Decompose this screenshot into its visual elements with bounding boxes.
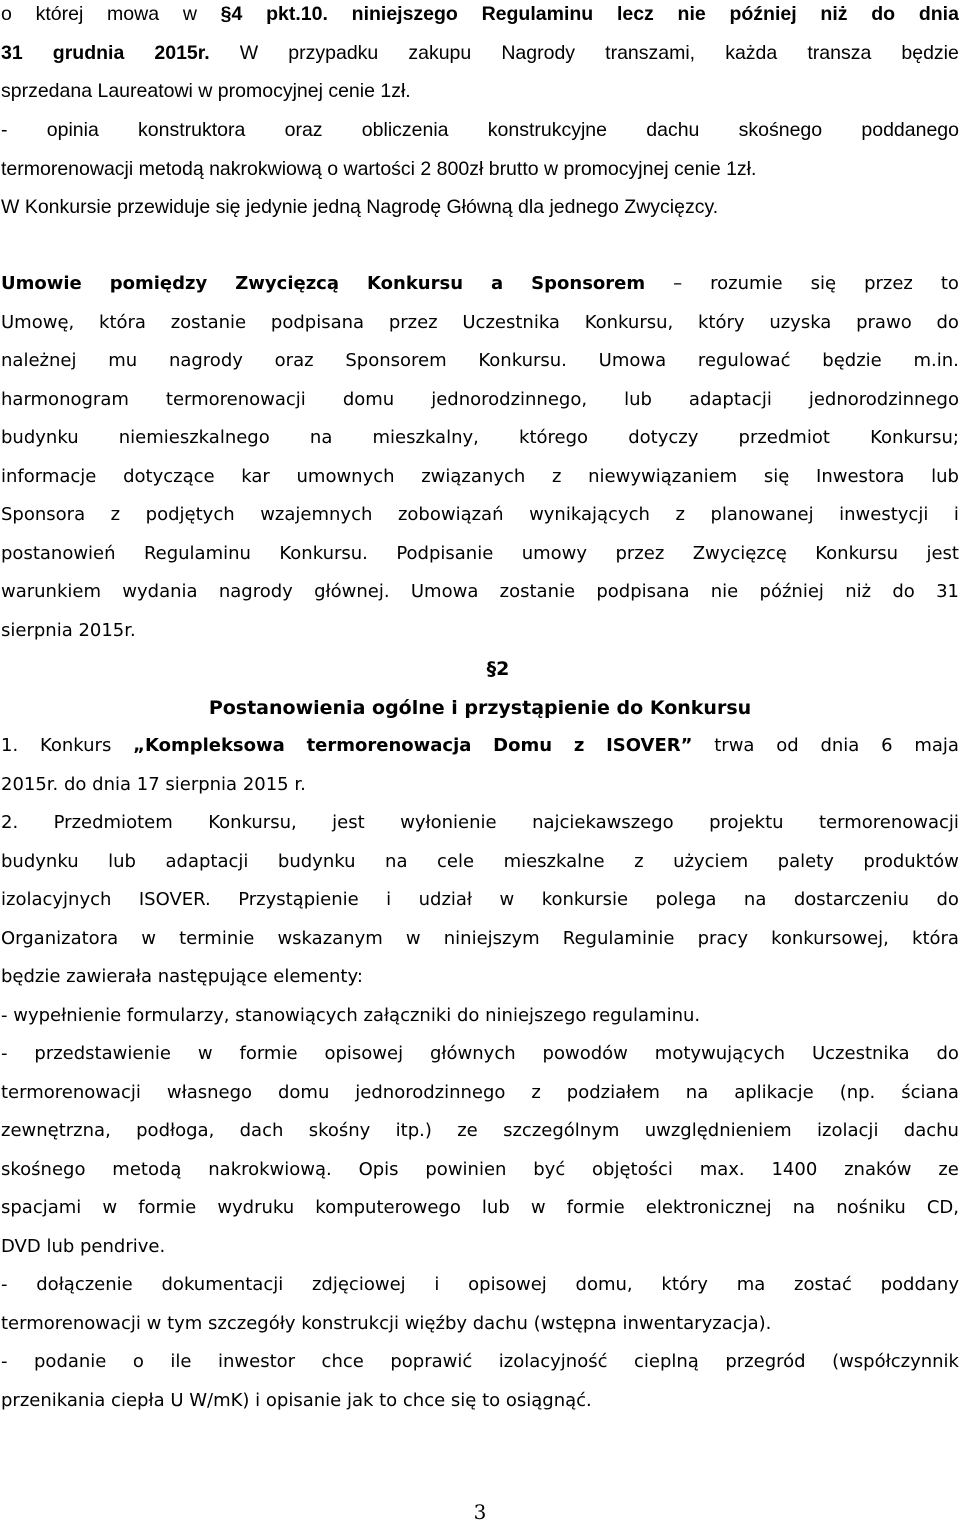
word: jest — [332, 812, 365, 833]
word: polega — [655, 889, 717, 910]
word: należnej — [1, 350, 77, 371]
word: Umowie — [1, 273, 82, 294]
word: maja — [914, 735, 959, 756]
word: spacjami — [1, 1197, 82, 1218]
word: budynku — [277, 851, 356, 872]
word: znaków — [844, 1159, 912, 1180]
text-line — [1, 1042, 959, 1066]
word: izolacyjnych — [1, 889, 112, 910]
word: później — [729, 3, 797, 25]
text-line — [1, 1312, 959, 1336]
word: budynku — [1, 427, 79, 448]
word: się — [763, 466, 790, 487]
word: w — [405, 928, 421, 949]
word: umowy — [521, 543, 588, 564]
word: to — [940, 273, 959, 294]
word: pkt.10. — [266, 3, 328, 25]
text-line — [1, 1235, 959, 1259]
word: Sponsorem — [345, 350, 447, 371]
word: o — [1, 3, 12, 25]
word: aplikacje — [734, 1082, 814, 1103]
word: Podpisanie — [396, 543, 494, 564]
word: termorenowacja — [306, 735, 472, 756]
text-segment: - wypełnienie formularzy, stanowiących załączniki do niniejszego regulaminu. — [1, 1005, 701, 1026]
word: wydruku — [217, 1197, 295, 1218]
word: skośnego — [738, 119, 823, 141]
word: Konkursu; — [870, 427, 959, 448]
word: podłoga, — [136, 1120, 215, 1141]
word: przypadku — [288, 42, 379, 64]
word: produktów — [863, 851, 959, 872]
word: na — [743, 889, 767, 910]
word: podziałem — [566, 1082, 660, 1103]
word: nagrody — [218, 581, 293, 602]
word: cieplną — [634, 1351, 699, 1372]
word: oraz — [274, 350, 314, 371]
word: który — [698, 312, 745, 333]
text-segment: przenikania ciepła U W/mK) i opisanie jak to chce się to osiągnąć. — [1, 1390, 592, 1411]
word: przez — [388, 312, 438, 333]
text-line — [1, 927, 959, 951]
word: formie — [239, 1043, 298, 1064]
word: w — [197, 1043, 213, 1064]
word: poprawić — [390, 1351, 473, 1372]
word: Zwycięzcę — [692, 543, 787, 564]
text-segment: W Konkursie przewiduje się jedynie jedną Nagrodę Główną dla jednego Zwycięzcy. — [1, 196, 719, 218]
text-segment: Postanowienia ogólne i przystąpienie do Konkursu — [208, 697, 752, 719]
text-line — [1, 195, 959, 219]
text-line — [1, 1273, 959, 1297]
word: adaptacji — [165, 851, 249, 872]
word: związanych — [421, 466, 526, 487]
word: Opis — [358, 1159, 399, 1180]
word: konstrukcyjne — [487, 119, 607, 141]
word: m.in. — [913, 350, 959, 371]
word: przez — [615, 543, 665, 564]
word: grudnia — [52, 42, 125, 64]
text-line — [0, 657, 960, 681]
word: niniejszego — [351, 3, 458, 25]
word: Nagrody — [501, 42, 576, 64]
word: będzie — [822, 350, 882, 371]
word: ze — [938, 1159, 959, 1180]
word: - — [1, 1274, 8, 1295]
word: do — [936, 312, 959, 333]
word: konkursie — [541, 889, 629, 910]
text-line — [1, 1389, 959, 1413]
word: nie — [677, 3, 706, 25]
word: przedmiot — [738, 427, 830, 448]
word: dachu — [646, 119, 700, 141]
word: szczególnym — [503, 1120, 620, 1141]
word: w — [141, 928, 156, 949]
text-line — [1, 41, 959, 65]
word: Konkursu — [815, 543, 899, 564]
word: umownych — [296, 466, 395, 487]
word: się — [810, 273, 837, 294]
word: dokumentacji — [161, 1274, 284, 1295]
text-segment: sprzedana Laureatowi w promocyjnej cenie 1zł. — [1, 80, 411, 102]
word: dnia — [820, 735, 860, 756]
word: terminie — [179, 928, 255, 949]
text-line — [1, 965, 959, 989]
text-segment: termorenowacji w tym szczegóły konstrukcji więźby dachu (wstępna inwentaryzacja). — [1, 1313, 772, 1334]
word: chce — [321, 1351, 364, 1372]
word: (współczynnik — [832, 1351, 959, 1372]
word: lub — [624, 389, 652, 410]
word: który — [661, 1274, 708, 1295]
word: objętości — [592, 1159, 673, 1180]
word: inwestor — [217, 1351, 296, 1372]
word: mu — [108, 350, 138, 371]
word: Konkursu, — [208, 812, 297, 833]
word: Konkurs — [39, 735, 112, 756]
word: wskazanym — [277, 928, 383, 949]
text-line — [0, 696, 960, 720]
word: i — [386, 889, 392, 910]
word: opinia — [46, 119, 99, 141]
word: Umowa — [598, 350, 667, 371]
word: informacje — [1, 466, 97, 487]
word: obliczenia — [361, 119, 449, 141]
word: domu — [277, 1082, 330, 1103]
word: adaptacji — [688, 389, 772, 410]
text-line — [1, 465, 959, 489]
word: regulować — [697, 350, 791, 371]
word: i — [434, 1274, 440, 1295]
word: niż — [820, 3, 848, 25]
word: ile — [170, 1351, 192, 1372]
text-line — [1, 79, 959, 103]
word: termorenowacji — [1, 1082, 141, 1103]
page-number: 3 — [473, 1500, 487, 1524]
word: kar — [241, 466, 270, 487]
word: trwa — [714, 735, 755, 756]
word: 1. — [1, 735, 19, 756]
word: na — [792, 1197, 816, 1218]
word: z — [675, 504, 685, 525]
word: ściana — [901, 1082, 959, 1103]
word: ISOVER. — [138, 889, 211, 910]
word: harmonogram — [1, 389, 129, 410]
word: konstruktora — [138, 119, 246, 141]
word: którego — [519, 427, 589, 448]
word: metodą — [112, 1159, 182, 1180]
word: lub — [481, 1197, 510, 1218]
text-line — [1, 2, 959, 26]
word: konkursowej, — [771, 928, 889, 949]
word: do — [892, 581, 915, 602]
text-line — [1, 388, 959, 412]
word: jednorodzinnego — [808, 389, 959, 410]
text-line — [1, 426, 959, 450]
word: w — [102, 1197, 118, 1218]
word: pomiędzy — [109, 273, 208, 294]
word: Regulaminu — [481, 3, 594, 25]
word: Sponsora — [1, 504, 86, 525]
word: 1400 — [771, 1159, 818, 1180]
word: nagrody — [168, 350, 243, 371]
word: wydania — [122, 581, 198, 602]
word: wyłonienie — [400, 812, 497, 833]
word: niewywiązaniem — [588, 466, 738, 487]
word: podpisana — [270, 312, 365, 333]
word: Przedmiotem — [53, 812, 173, 833]
word: Konkursu. — [279, 543, 368, 564]
word: opisowej — [468, 1274, 547, 1295]
word: do — [871, 3, 896, 25]
word: i — [953, 504, 959, 525]
word: poddany — [880, 1274, 959, 1295]
word: 2015r. — [154, 42, 210, 64]
word: Uczestnika — [811, 1043, 910, 1064]
word: niemieszkalnego — [118, 427, 270, 448]
word: od — [776, 735, 799, 756]
text-line — [1, 811, 959, 835]
word: Zwycięzcą — [235, 273, 339, 294]
word: mieszkalny, — [372, 427, 479, 448]
word: ze — [457, 1120, 478, 1141]
word: lub — [108, 851, 136, 872]
word: która — [912, 928, 959, 949]
word: z — [551, 466, 562, 487]
text-line — [1, 1350, 959, 1374]
word: głównej. — [314, 581, 390, 602]
word: Konkursu. — [478, 350, 567, 371]
word: Umowa — [410, 581, 479, 602]
word: z — [573, 735, 585, 756]
word: - — [1, 119, 8, 141]
word: podanie — [34, 1351, 107, 1372]
word: Domu — [493, 735, 553, 756]
text-line — [1, 272, 959, 296]
word: palety — [777, 851, 834, 872]
word: mowa — [107, 3, 160, 25]
word: przedstawienie — [34, 1043, 171, 1064]
word: podjętych — [145, 504, 235, 525]
word: termorenowacji — [819, 812, 959, 833]
word: dotyczące — [123, 466, 215, 487]
word: głównych — [429, 1043, 516, 1064]
word: ISOVER” — [606, 735, 693, 756]
word: cele — [437, 851, 475, 872]
word: własnego — [166, 1082, 253, 1103]
text-line — [1, 888, 959, 912]
word: „Kompleksowa — [133, 735, 285, 756]
word: Konkursu, — [584, 312, 674, 333]
word: z — [634, 851, 644, 872]
word: - — [1, 1043, 8, 1064]
word: zostać — [794, 1274, 852, 1295]
word: Uczestnika — [462, 312, 560, 333]
text-segment: sierpnia 2015r. — [1, 620, 136, 641]
word: CD, — [926, 1197, 959, 1218]
text-segment: będzie zawierała następujące elementy: — [1, 966, 363, 987]
word: udział — [418, 889, 473, 910]
text-segment: §2 — [486, 658, 510, 680]
word: która — [99, 312, 146, 333]
word: w — [182, 3, 197, 25]
text-line — [1, 311, 959, 335]
word: Przystąpienie — [238, 889, 359, 910]
word: jednorodzinnego, — [431, 389, 588, 410]
word: max. — [699, 1159, 745, 1180]
word: warunkiem — [1, 581, 102, 602]
word: formie — [138, 1197, 197, 1218]
word: budynku — [1, 851, 79, 872]
word: na — [685, 1082, 709, 1103]
word: jednorodzinnego — [355, 1082, 506, 1103]
text-line — [1, 773, 959, 797]
word: do — [936, 889, 959, 910]
word: której — [35, 3, 84, 25]
word: będzie — [901, 42, 959, 64]
word: wynikających — [529, 504, 650, 525]
text-line — [1, 619, 959, 643]
text-line — [1, 1081, 959, 1105]
word: inwestycji — [839, 504, 929, 525]
word: najciekawszego — [532, 812, 674, 833]
word: lub — [931, 466, 959, 487]
word: zdjęciowej — [311, 1274, 406, 1295]
text-line — [1, 157, 959, 181]
word: każda — [725, 42, 778, 64]
word: wzajemnych — [260, 504, 373, 525]
text-line — [1, 1158, 959, 1182]
word: o — [132, 1351, 144, 1372]
word: rozumie — [710, 273, 783, 294]
word: 31 — [936, 581, 959, 602]
word: z — [110, 504, 121, 525]
word: przez — [864, 273, 913, 294]
word: Inwestora — [816, 466, 905, 487]
word: na — [385, 851, 408, 872]
word: Regulaminie — [562, 928, 675, 949]
text-line — [1, 850, 959, 874]
word: zostanie — [499, 581, 576, 602]
text-segment: 2015r. do dnia 17 sierpnia 2015 r. — [1, 774, 306, 795]
word: do — [936, 1043, 959, 1064]
word: skośnego — [1, 1159, 86, 1180]
text-segment: DVD lub pendrive. — [1, 1236, 166, 1257]
word: w — [530, 1197, 546, 1218]
word: formie — [566, 1197, 625, 1218]
word: zostanie — [170, 312, 247, 333]
word: W — [239, 42, 259, 64]
word: później — [759, 581, 824, 602]
word: itp.) — [395, 1120, 432, 1141]
word: ma — [736, 1274, 766, 1295]
word: – — [673, 273, 683, 294]
word: dostarczeniu — [793, 889, 909, 910]
word: domu — [342, 389, 395, 410]
word: skośny — [308, 1120, 371, 1141]
word: użyciem — [673, 851, 749, 872]
text-line — [1, 580, 959, 604]
word: powinien — [425, 1159, 507, 1180]
word: być — [533, 1159, 566, 1180]
word: projektu — [709, 812, 784, 833]
word: Regulaminu — [143, 543, 251, 564]
word: jest — [926, 543, 959, 564]
word: elektronicznej — [645, 1197, 772, 1218]
word: lecz — [616, 3, 654, 25]
word: postanowień — [1, 543, 116, 564]
word: zewnętrzna, — [1, 1120, 111, 1141]
text-line — [1, 542, 959, 566]
word: powodów — [542, 1043, 628, 1064]
word: 31 — [1, 42, 23, 64]
word: prawo — [856, 312, 912, 333]
word: planowanej — [710, 504, 814, 525]
word: dotyczy — [628, 427, 699, 448]
word: oraz — [284, 119, 323, 141]
word: na — [309, 427, 333, 448]
word: §4 — [220, 3, 243, 25]
word: domu, — [575, 1274, 633, 1295]
word: transzami, — [605, 42, 696, 64]
text-line — [1, 1119, 959, 1143]
word: Sponsorem — [531, 273, 646, 294]
word: a — [491, 273, 504, 294]
word: przegród — [725, 1351, 806, 1372]
word: poddanego — [861, 119, 959, 141]
word: Konkursu — [367, 273, 464, 294]
word: mieszkalne — [503, 851, 605, 872]
word: niż — [845, 581, 872, 602]
text-line — [1, 734, 959, 758]
word: Umowę, — [1, 312, 75, 333]
word: motywujących — [654, 1043, 786, 1064]
word: opisowej — [324, 1043, 404, 1064]
word: dołączenie — [36, 1274, 133, 1295]
word: uwzględnieniem — [644, 1120, 792, 1141]
word: komputerowego — [315, 1197, 461, 1218]
word: 2. — [1, 812, 19, 833]
word: z — [531, 1082, 541, 1103]
text-line — [1, 349, 959, 373]
word: uzyska — [769, 312, 832, 333]
word: pracy — [697, 928, 748, 949]
text-line — [1, 503, 959, 527]
word: dachu — [903, 1120, 959, 1141]
word: zobowiązań — [397, 504, 504, 525]
word: dach — [239, 1120, 284, 1141]
word: nakrokwiową. — [208, 1159, 332, 1180]
word: - — [1, 1351, 8, 1372]
text-line — [1, 118, 959, 142]
text-line — [1, 1004, 959, 1028]
word: dnia — [918, 3, 959, 25]
word: niniejszym — [443, 928, 540, 949]
word: izolacyjność — [498, 1351, 608, 1372]
word: nośniku — [836, 1197, 906, 1218]
word: zakupu — [408, 42, 472, 64]
word: w — [499, 889, 515, 910]
word: (np. — [839, 1082, 876, 1103]
word: izolacji — [817, 1120, 879, 1141]
text-segment: termorenowacji metodą nakrokwiową o wartości 2 800zł brutto w promocyjnej cenie 1zł. — [1, 158, 757, 180]
text-line — [1, 1196, 959, 1220]
word: podpisana — [596, 581, 690, 602]
word: Organizatora — [1, 928, 119, 949]
word: transza — [807, 42, 872, 64]
word: nie — [710, 581, 739, 602]
word: termorenowacji — [165, 389, 306, 410]
word: 6 — [881, 735, 893, 756]
